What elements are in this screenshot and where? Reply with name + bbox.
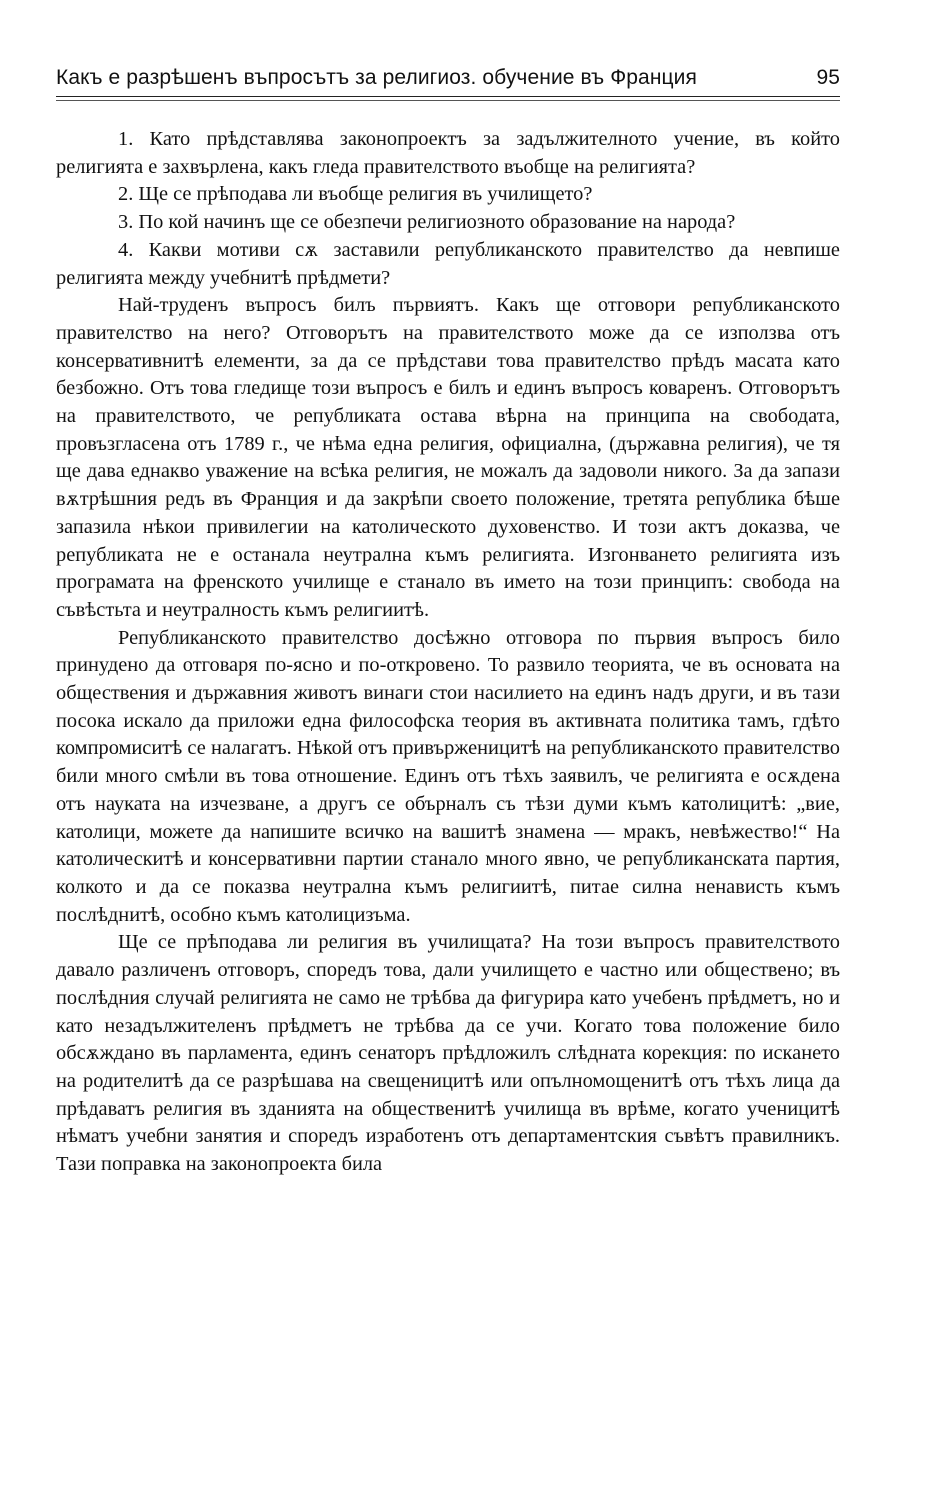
header-rule [56, 100, 840, 101]
body-text [56, 126, 840, 1179]
paragraph-first-question-answer: Най-труденъ въпросъ билъ първиятъ. Какъ ще отговори републиканското правителство на него? Отговорътъ на правителството може да се използва отъ консервативнитѣ елементи, за да се прѣдстави това правителство прѣдъ масата като безбожно. Отъ това гледище този въпросъ е билъ и единъ въпросъ коваренъ. Отговорътъ на правителството, че републиката остава вѣрна на принципа на свободата, провъзгласена отъ 1789 г., че нѣма една религия, официална, (държавна религия), че тя ще дава еднакво уважение на всѣка религия, не можалъ да задоволи никого. За да запази вѫтрѣшния редъ въ Франция и да закрѣпи своето положение, третята република бѣше запазила нѣкои привилегии на католическото духовенство. И този актъ доказва, че републиката не е останала неутрална къмъ религията. Изгонването религията изъ програмата на френското училище е станало въ името на този принципъ: свобода на съвѣстьта и неутралность къмъ религиитѣ. [56, 294, 840, 621]
running-header [56, 66, 840, 97]
paragraph-question-1: 1. Като прѣдставлява законопроектъ за задължителното учение, въ който религията е захвърлена, какъ гледа правителството въобще на религията? [56, 128, 840, 178]
book-page [56, 66, 840, 1179]
paragraph-question-2: 2. Ще се прѣподава ли въобще религия въ училището? [118, 183, 593, 206]
paragraph-question-3: 3. По кой начинъ ще се обезпечи религиозното образование на народа? [118, 211, 736, 234]
running-title: Какъ е разрѣшенъ въпросътъ за религиоз. обучение въ Франция [56, 66, 697, 89]
paragraph-religion-in-schools: Ще се прѣподава ли религия въ училищата? На този въпросъ правителството давало различенъ отговоръ, споредъ това, дали училището е частно или обществено; въ послѣдния случай религията не само не трѣбва да фигурира като учебенъ прѣдметъ, но и като незадължителенъ прѣдметъ не трѣбва да се учи. Когато това положение било обсѫждано въ парламента, единъ сенаторъ прѣдложилъ слѣдната корекция: по искането на родителитѣ да се разрѣшава на свещеницитѣ или опълномощенитѣ отъ тѣхъ лица да прѣдаватъ религия въ зданията на общественитѣ училища въ врѣме, когато ученицитѣ нѣматъ учебни занятия и споредъ изработенъ отъ департаментския съвѣтъ правилникъ. Тази поправка на законопроекта била [56, 931, 840, 1176]
paragraph-republican-government: Републиканското правителство досѣжно отговора по първия въпросъ било принудено да отговаря по-ясно и по-откровено. То развило теорията, че въ основата на обществения и държавния животъ винаги стои насилието на единъ надъ други, и въ тази посока искало да приложи една философска теория въ активната политика тамъ, гдѣто компромиситѣ се налагатъ. Нѣкой отъ привърженицитѣ на републиканското правителство били много смѣли въ това отношение. Единъ отъ тѣхъ заявилъ, че религията е осѫдена отъ науката на изчезване, а другъ се обърналъ съ тѣзи думи къмъ католицитѣ: „вие, католици, можете да напишите всичко на вашитѣ знамена — мракъ, невѣжество!“ На католическитѣ и консервативни партии станало много явно, че републиканската партия, колкото и да се показва неутрална къмъ религиитѣ, питае силна ненависть къмъ послѣднитѣ, особно къмъ католицизъма. [56, 626, 840, 926]
paragraph-question-4: 4. Какви мотиви сѫ заставили републиканското правителство да невпише религията между учебнитѣ прѣдмети? [56, 238, 840, 289]
page-number: 95 [816, 66, 840, 89]
